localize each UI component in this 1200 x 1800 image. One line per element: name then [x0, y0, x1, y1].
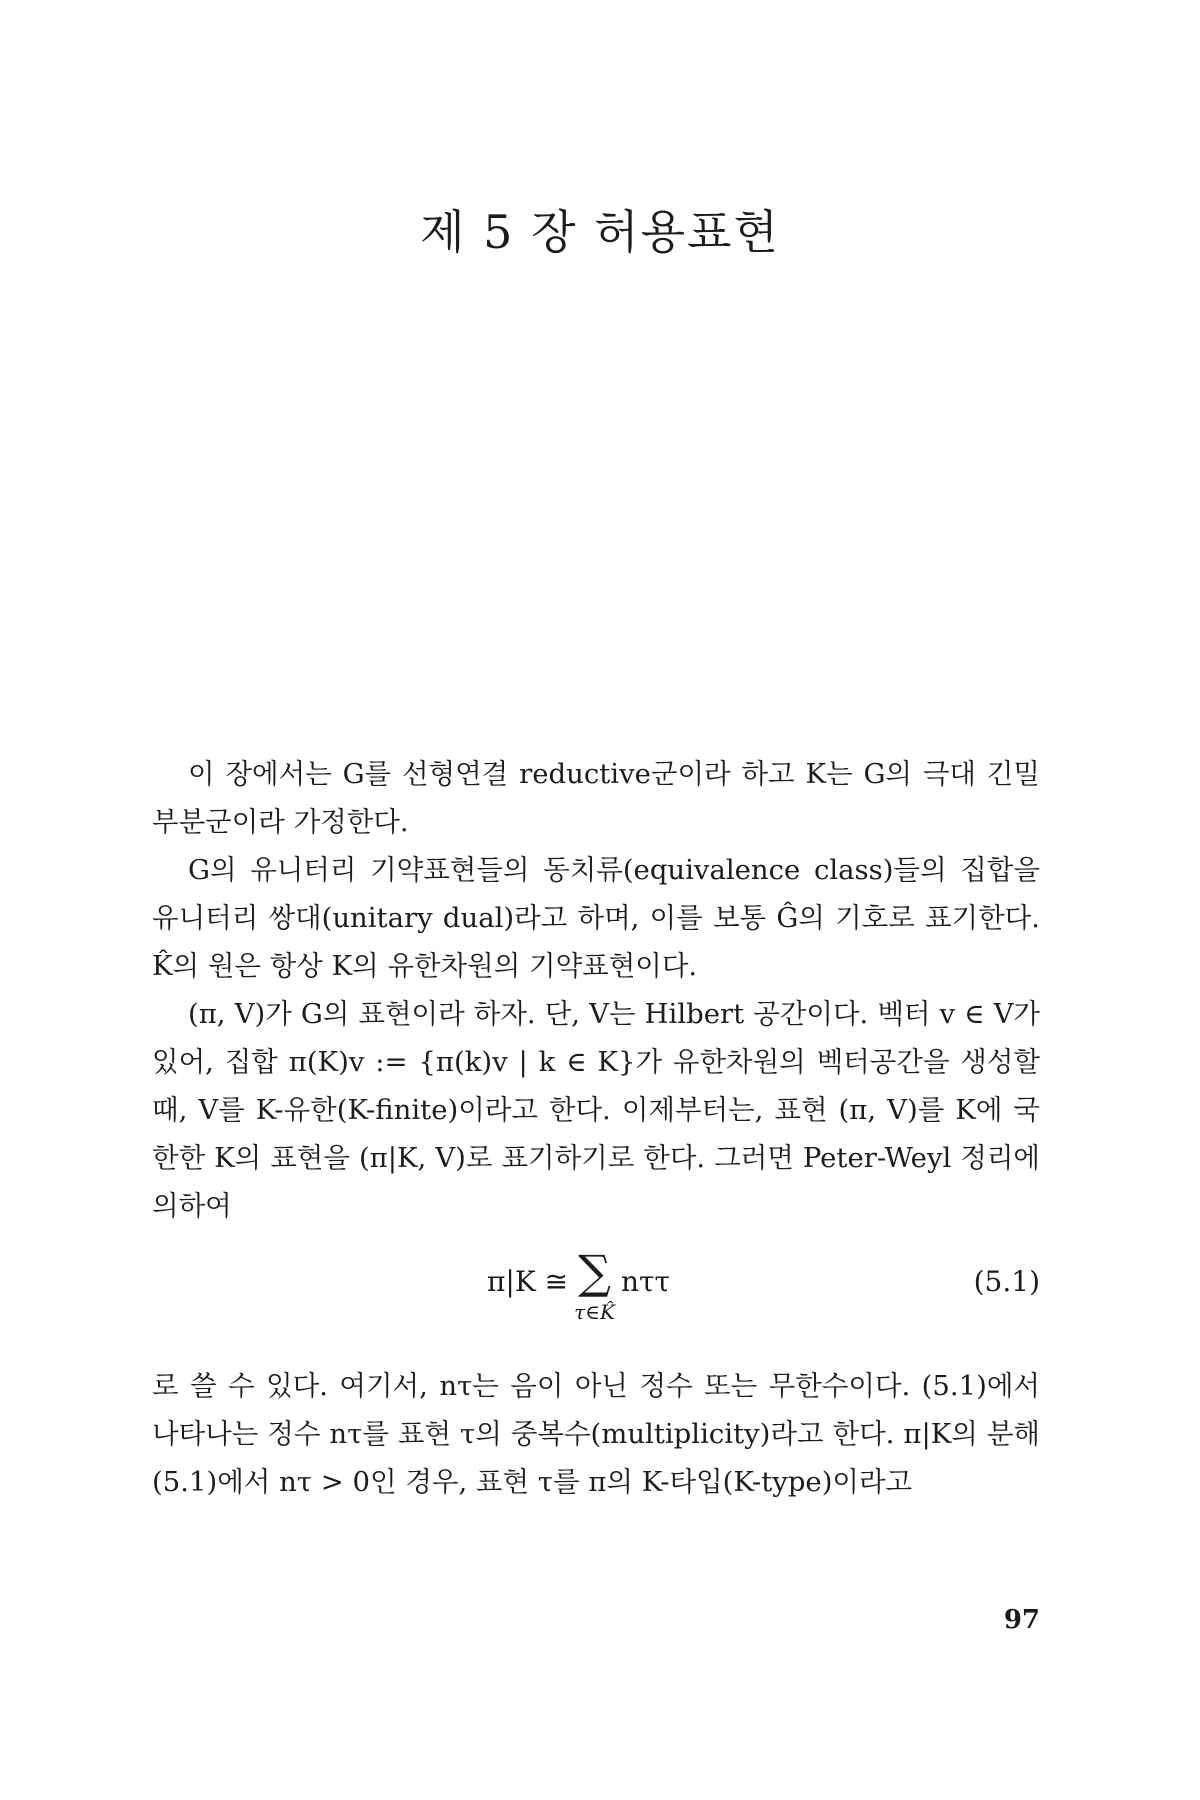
- equation-sum: [574, 1244, 615, 1324]
- paragraph-intro: 이 장에서는 G를 선형연결 reductive군이라 하고 K는 G의 극대 긴밀부분군이라 가정한다.: [152, 758, 1040, 838]
- sum-subscript: τ∈K̂: [574, 1300, 615, 1324]
- equation-rhs: nττ: [620, 1265, 670, 1298]
- page-number: 97: [1003, 1605, 1040, 1635]
- body-text: [152, 750, 1040, 1506]
- chapter-title: 제 5 장 허용표현: [420, 205, 780, 259]
- sigma-symbol: ∑: [578, 1245, 611, 1299]
- equation-number: (5.1): [973, 1265, 1040, 1298]
- equation-5-1: [152, 1244, 1040, 1356]
- paragraph-k-finite: (π, V)가 G의 표현이라 하자. 단, V는 Hilbert 공간이다. 벡터 v ∈ V가 있어, 집합 π(K)v := {π(k)v | k ∈ K}가 유한차원의 벡터공간을 생성할 때, V를 K-유한(K-finite)이라고 한다. 이제부터는, 표현 (π, V)를 K에 국한한 K의 표현을 (π|K, V)로 표기하기로 한다. 그러면 Peter-Weyl 정리에 의하여: [152, 998, 1040, 1222]
- equation-lhs: π|K ≅: [487, 1265, 569, 1298]
- equation-body: [487, 1244, 670, 1324]
- paragraph-unitary-dual: G의 유니터리 기약표현들의 동치류(equivalence class)들의 집합을 유니터리 쌍대(unitary dual)라고 하며, 이를 보통 Ĝ의 기호로 표기한다. K̂의 원은 항상 K의 유한차원의 기약표현이다.: [152, 854, 1040, 982]
- paragraph-multiplicity: 로 쓸 수 있다. 여기서, nτ는 음이 아닌 정수 또는 무한수이다. (5.1)에서 나타나는 정수 nτ를 표현 τ의 중복수(multiplicity)라고 한다. π|K의 분해 (5.1)에서 nτ > 0인 경우, 표현 τ를 π의 K-타입(K-type)이라고: [152, 1370, 1040, 1498]
